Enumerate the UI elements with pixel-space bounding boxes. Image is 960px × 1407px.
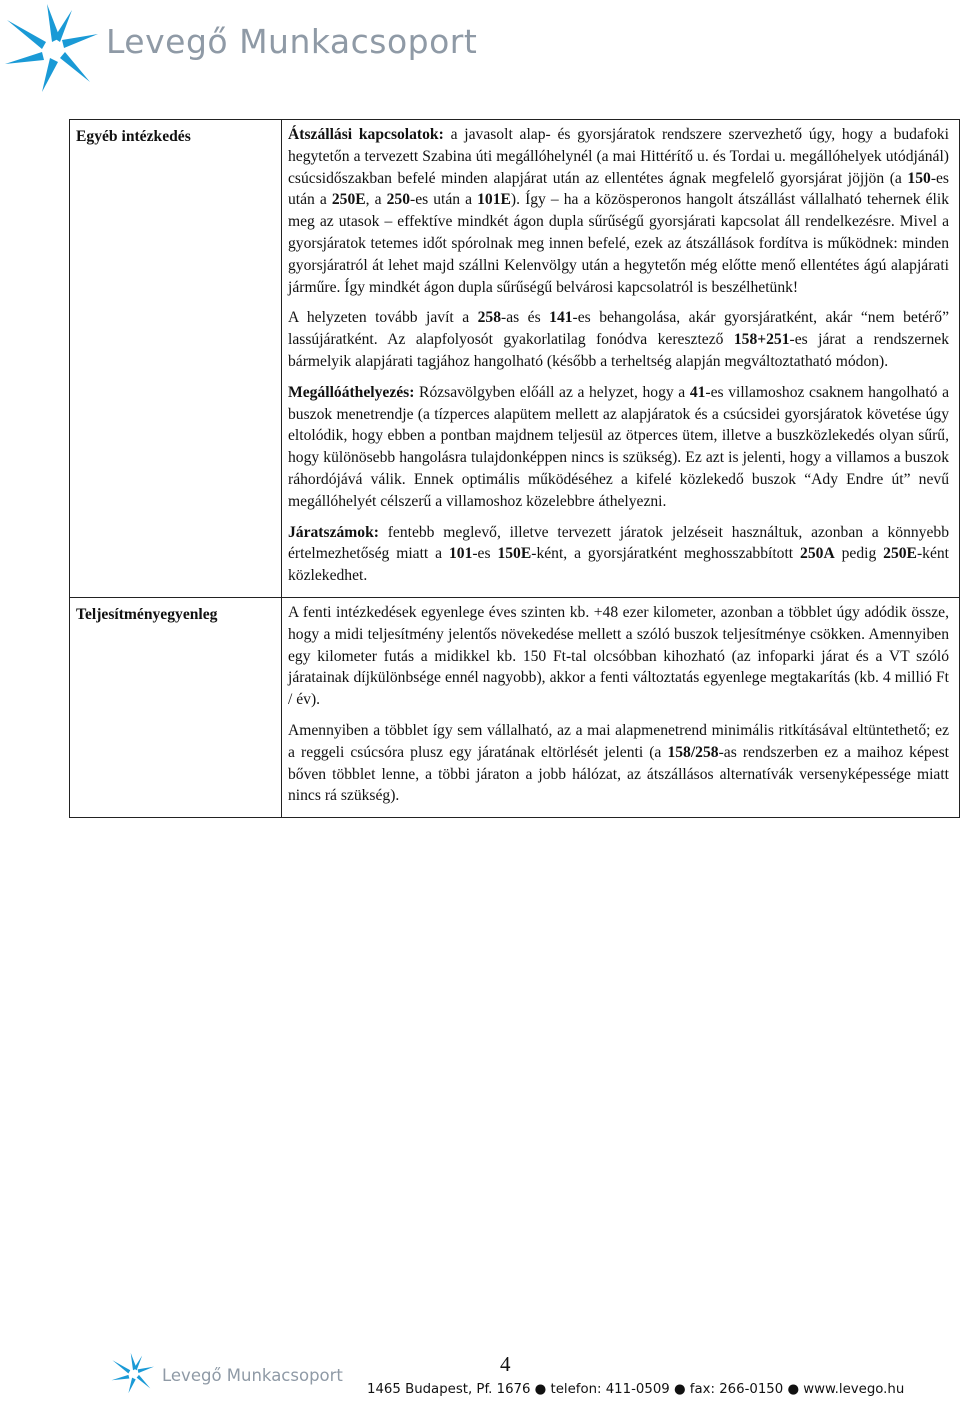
blue-star-burst-icon xyxy=(108,1352,158,1394)
content-table xyxy=(69,119,960,818)
content-paragraph xyxy=(288,602,949,711)
bold-text: 158/258 xyxy=(667,743,719,761)
bold-text: Megállóáthelyezés: xyxy=(288,383,415,401)
blue-star-burst-icon xyxy=(2,2,102,94)
text-run: -es xyxy=(472,545,498,563)
footer-contact: 1465 Budapest, Pf. 1676 ● telefon: 411-0509 ● fax: 266-0150 ● www.levego.hu xyxy=(367,1382,905,1397)
bold-text: 250A xyxy=(800,545,835,563)
bold-text: 101 xyxy=(448,545,473,563)
bold-text: 250 xyxy=(386,191,410,209)
bold-text: 250E xyxy=(331,191,366,209)
row-label: Teljesítményegyenleg xyxy=(70,597,282,817)
content-paragraph xyxy=(288,124,949,298)
text-run: pedig xyxy=(834,545,884,563)
bold-text: 258 xyxy=(477,309,502,327)
bold-text: 101E xyxy=(477,191,511,209)
text-run: Rózsavölgyben előáll az a helyzet, hogy a xyxy=(414,383,690,401)
text-run: -es behangolása, akár gyorsjáratként, akár “nem betérő” lassújáratként. Az alapfolyosót gyakorlatilag fonódva keresztező xyxy=(288,309,949,349)
page-number: 4 xyxy=(500,1352,511,1376)
text-run: -es járat a rendszernek bármelyik alapjárati tagjához hangolható (később a terheltség alapján megváltoztatható módon). xyxy=(288,331,949,370)
text-run: ). Így – ha a közösperonos hangolt átszállást vállalható tehernek élik meg az utasok – effektíve mindkét ágon dupla sűrűségű gyorsjárati kapcsolat áll rendelkezésre. Mivel a gyorsjáratok tetemes időt spórolnak meg innen befelé, ezek az átszállások fordítva is működnek: minden gyorsjáratról át lehet majd szállni Kelenvölgy után a hegytetőn még előtte menő ellentétes ágú alapjárati járműre. Így mindkét ágon dupla sűrűségű belvárosi kapcsolatról is beszélhetünk! xyxy=(288,191,949,296)
table-row xyxy=(70,597,960,817)
footer-logo xyxy=(108,1352,368,1392)
bold-text: 150E xyxy=(497,545,532,563)
text-run: -as és xyxy=(501,309,550,327)
bold-text: Átszállási kapcsolatok: xyxy=(288,126,444,143)
bold-text: 158+251 xyxy=(733,331,790,349)
row-label: Egyéb intézkedés xyxy=(70,120,282,598)
text-run: -es után a xyxy=(410,191,478,209)
text-run: fentebb meglevő, illetve tervezett járatok jelzéseit használtuk, azonban a könnyebb értelmezhetőség miatt a xyxy=(288,523,949,563)
text-run: Amennyiben a többlet így sem vállalható, az a mai alapmenetrend minimális ritkításával eltüntethető; ez a reggeli csúcsóra plusz egy járatának eltörlését jelenti (a xyxy=(288,721,949,761)
text-run: , a xyxy=(365,191,387,209)
bold-text: Járatszámok: xyxy=(288,523,379,541)
row-content xyxy=(282,120,960,598)
brand-name: Levegő Munkacsoport xyxy=(106,22,478,61)
text-run: A fenti intézkedések egyenlege éves szinten kb. +48 ezer kilometer, azonban a többlet úgy adódik össze, hogy a midi teljesítmény jelentős növekedése mellett a szóló buszok teljesítménye csökken. Amennyiben egy kilometer futás a midikkel kb. 150 Ft-tal olcsóbban kihozható (az infoparki járat és a VT szóló járatainak díjkülönbsége ennél nagyobb), akkor a fenti változtatás egyenlege megtakarítás (kb. 4 millió Ft / év). xyxy=(288,603,949,709)
bold-text: 250E xyxy=(883,545,917,563)
content-paragraph xyxy=(288,307,949,372)
content-paragraph xyxy=(288,382,949,513)
text-run: -es után a xyxy=(288,169,949,209)
row-content xyxy=(282,597,960,817)
content-paragraph xyxy=(288,720,949,807)
header-logo xyxy=(2,2,478,94)
bold-text: 150 xyxy=(907,169,931,187)
text-run: -as rendszerben ez a maihoz képest bőven többlet lenne, a többi járaton a jobb hálózat, az átszállásos alternatívák versenyképessége miatt nincs rá szükség). xyxy=(288,743,949,805)
text-run: a javasolt alap- és gyorsjáratok rendszere szervezhető úgy, hogy a budafoki hegytetőn a tervezett Szabina úti megállóhelynél (a mai Hittérítő u. és Tordai u. megállóhelyek utódjánál) csúcsidőszakban befelé minden alapjárat után az ellentétes ágnak megfelelő gyorsjárat jöjjön (a xyxy=(288,126,949,187)
text-run: -ként közlekedhet. xyxy=(288,545,949,585)
text-run: A helyzeten tovább javít a xyxy=(288,309,478,327)
text-run: -es villamoshoz csaknem hangolható a buszok menetrendje (a tízperces alapütem mellett az alapjáratok és a csúcsidei gyorsjáratok követése úgy eltolódik, hogy ebben a pontban majdnem teljesül az ötperces ütem, illetve a buszközlekedés olyan sűrű, hogy különösebb hangolásra tulajdonképpen nincs is szükség). Ez azt is jelenti, hogy a villamos a buszok ráhordójává válik. Ennek optimális működéséhez a kifelé közlekedő buszok “Ady Endre út” nevű megállóhelyét célszerű a villamoshoz közelebbre áthelyezni. xyxy=(288,383,949,510)
content-paragraph xyxy=(288,522,949,587)
table-row xyxy=(70,120,960,598)
footer-brand-name: Levegő Munkacsoport xyxy=(162,1366,343,1385)
bold-text: 141 xyxy=(549,309,573,327)
text-run: -ként, a gyorsjáratként meghosszabbított xyxy=(531,545,801,563)
bold-text: 41 xyxy=(689,383,706,401)
